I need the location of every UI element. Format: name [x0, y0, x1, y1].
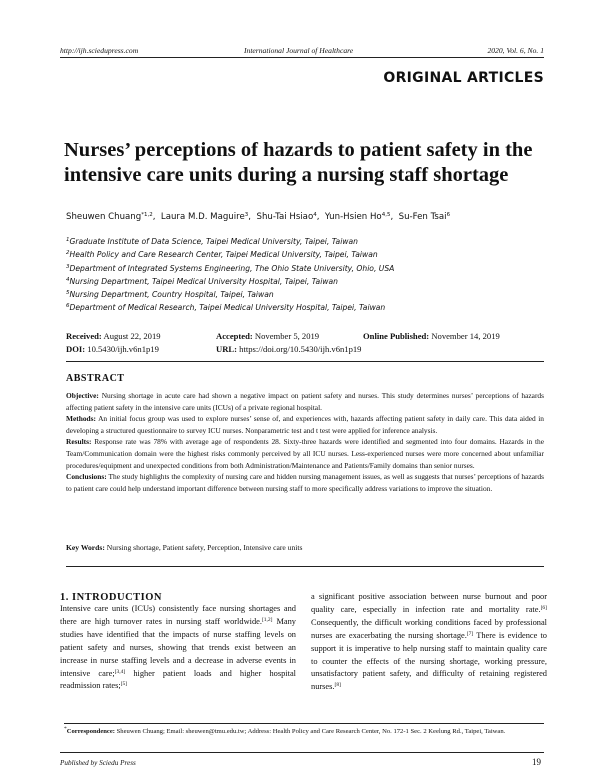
url: URL: https://doi.org/10.5430/ijh.v6n1p19 — [216, 344, 362, 354]
body-column-right: a significant positive association between nurse burnout and poor quality care, especially in infection rate and mortality rate.[6] Consequently, the difficult working conditions faced by professional nurses are exacerbating the nursing shortage.[7] There is evidence to support it is imperative to help nursing staff to maintain quality care to counter the effects of the nursing shortage, working pressure, unsatisfactory patient safety, and difficulty of retaining registered nurses.[8] — [311, 592, 547, 692]
article-title: Nurses’ perceptions of hazards to patient safety in the intensive care units during a nursing staff shortage — [64, 139, 533, 186]
citation[interactable]: [6] — [540, 604, 547, 611]
abstract-results: Results: Response rate was 78% with average age of respondents 28. Sixty-three hazards were identified and segmented into four domains. Hazards in the Team/Communication domain were the highest risks commonly perceived by all ICU nurses. Less-experienced nurses were more concerned about unfamiliar procedures/equipment and unexpected conditions from both Administration/Maintenance and Patients/Family domains than senior nurses. — [66, 437, 544, 470]
affiliation: $^3$Department of Integrated Systems Engineering, The Ohio State University, Ohio, USA — [66, 263, 395, 273]
author: Yun-Hsien Ho$^{4,5}$ — [324, 212, 391, 222]
author: Laura M.D. Maguire$^3$ — [160, 212, 249, 222]
author-list: Sheuwen Chuang$^{*1,2}$, Laura M.D. Maguire$^3$, Shu-Tai Hsiao$^4$, Yun-Hsien Ho$^{4,5}$, Su-Fen Tsai$^6$ — [66, 212, 451, 222]
doi: DOI: 10.5430/ijh.v6n1p19 — [66, 344, 159, 354]
abstract-conclusions: Conclusions: The study highlights the complexity of nursing care and hidden nursing management issues, as well as suggests that nurses’ perceptions of hazards to patient care could help understand important difference between nursing staff to more specifically address variations to improve the situation. — [66, 472, 545, 493]
online-date: Online Published: November 14, 2019 — [363, 331, 500, 341]
received-date: Received: August 22, 2019 — [66, 331, 161, 341]
abstract-heading: ABSTRACT — [66, 373, 125, 384]
keywords: Key Words: Nursing shortage, Patient safety, Perception, Intensive care units — [66, 543, 303, 552]
affiliation: $^2$Health Policy and Care Research Center, Taipei Medical University, Taipei, Taiwan — [66, 250, 378, 260]
author: Su-Fen Tsai$^6$ — [398, 212, 451, 222]
citation[interactable]: [8] — [334, 682, 341, 689]
footer-rule — [60, 752, 544, 753]
abstract-body — [66, 390, 544, 494]
url-link[interactable]: https://doi.org/10.5430/ijh.v6n1p19 — [239, 344, 362, 354]
header-rule — [60, 57, 544, 58]
section-label: ORIGINAL ARTICLES — [383, 70, 544, 86]
abstract-objective: Objective: Nursing shortage in acute care had shown a negative impact on patient safety and nurses. This study determines nurses’ perceptions of hazards affecting patient safety in the intensive care units (ICUs) of a private regional hospital. — [66, 391, 544, 412]
affiliation: $^5$Nursing Department, Country Hospital, Taipei, Taiwan — [66, 290, 274, 300]
affiliation: $^1$Graduate Institute of Data Science, Taipei Medical University, Taipei, Taiwan — [66, 237, 358, 246]
body-column-left: Intensive care units (ICUs) consistently face nursing shortages and there are high turnover rates in nursing staff worldwide.[1,2] Many studies have identified that the impacts of nurse staffing levels on patient safety and nurses, showing that trends exist between an increase in nurse staffing levels and a decrease in adverse events in intensive care;[3,4] higher patient loads and higher hospital readmission rates;[5] — [60, 604, 296, 691]
citation[interactable]: [5] — [120, 681, 128, 688]
header-url[interactable]: http://ijh.sciedupress.com — [60, 46, 139, 55]
affiliation: $^6$Department of Medical Research, Taipei Medical University Hospital, Taipei, Taiwan — [66, 303, 386, 313]
citation[interactable]: [3,4] — [114, 668, 126, 675]
citation[interactable]: [7] — [466, 630, 474, 637]
doi-link[interactable]: 10.5430/ijh.v6n1p19 — [87, 344, 159, 354]
header-issue: 2020, Vol. 6, No. 1 — [487, 46, 544, 55]
page-number: 19 — [532, 757, 541, 767]
accepted-date: Accepted: November 5, 2019 — [216, 331, 320, 341]
abstract-bottom-rule — [66, 566, 544, 567]
author: Sheuwen Chuang$^{*1,2}$ — [66, 212, 153, 222]
abstract-methods: Methods: An initial focus group was used to explore nurses’ sense of, and experiences with, hazards affecting patient safety in daily care. This data aided in developing a structured questionnaire to survey ICU nurses. Nonparametric test and t test were applied for inference analysis. — [66, 414, 544, 435]
footnote-rule — [64, 723, 544, 724]
header-journal: International Journal of Healthcare — [244, 46, 354, 55]
author: Shu-Tai Hsiao$^4$ — [256, 212, 317, 222]
affiliation: $^4$Nursing Department, Taipei Medical University Hospital, Taipei, Taiwan — [66, 276, 338, 286]
section-heading-introduction: 1. INTRODUCTION — [60, 592, 163, 603]
citation[interactable]: [1,2] — [261, 616, 273, 623]
affiliations — [66, 235, 394, 315]
publisher: Published by Sciedu Press — [60, 759, 136, 767]
abstract-top-rule — [66, 361, 544, 362]
correspondence-footnote: *Correspondence: Sheuwen Chuang; Email: sheuwen@tmu.edu.tw; Address: Health Policy and Care Research Center, No. 172-1 Sec. 2 Keelung Rd., Taipei, Taiwan. — [64, 726, 506, 735]
